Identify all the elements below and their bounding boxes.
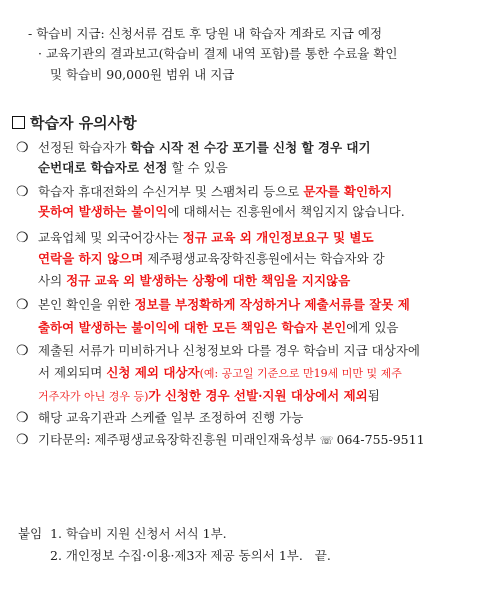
notice-item-4: 본인 확인을 위한 정보를 부정확하게 작성하거나 제출서류를 잘못 제 bbox=[38, 297, 410, 312]
telephone-icon: ☏ bbox=[319, 434, 334, 447]
contact-phone: 064-755-9511 bbox=[336, 432, 425, 447]
bullet-icon: ❍ bbox=[16, 297, 29, 313]
checkbox-square-icon bbox=[12, 116, 25, 129]
end-marker: 끝. bbox=[314, 548, 331, 563]
bullet-icon: ❍ bbox=[16, 184, 29, 200]
notice-item-3: 교육업체 및 외국어강사는 정규 교육 외 개인정보요구 및 별도 bbox=[38, 230, 374, 245]
bullet-icon: ❍ bbox=[16, 140, 29, 156]
attachment-2: 2. 개인정보 수집·이용·제3자 제공 동의서 1부. 끝. bbox=[50, 548, 331, 563]
section-heading: 학습자 유의사항 bbox=[12, 113, 137, 133]
contact-info: 기타문의: 제주평생교육장학진흥원 미래인재육성부 ☏ 064-755-9511 bbox=[38, 432, 425, 447]
notice-item-1-cont: 순번대로 학습자로 선정 할 수 있음 bbox=[38, 160, 228, 175]
notice-item-3-cont: 연락을 하지 않으며 제주평생교육장학진흥원에서는 학습자와 강 bbox=[38, 251, 385, 266]
notice-item-3-cont2: 사의 정규 교육 외 발생하는 상황에 대한 책임을 지지않음 bbox=[38, 273, 351, 288]
notice-item-1: 선정된 학습자가 학습 시작 전 수강 포기를 신청 할 경우 대기 bbox=[38, 140, 371, 155]
notice-item-6: 해당 교육기관과 스케쥴 일부 조정하여 진행 가능 bbox=[38, 410, 304, 425]
bullet-icon: ❍ bbox=[16, 432, 29, 448]
bullet-icon: ❍ bbox=[16, 410, 29, 426]
payment-note: - 학습비 지급: 신청서류 검토 후 당원 내 학습자 계좌로 지급 예정 bbox=[28, 26, 383, 41]
notice-item-2-cont: 못하여 발생하는 불이익에 대해서는 진흥원에서 책임지지 않습니다. bbox=[38, 204, 405, 219]
bullet-icon: ❍ bbox=[16, 343, 29, 359]
notice-item-5-cont: 서 제외되며 신청 제외 대상자(예: 공고일 기준으로 만19세 미만 및 제주 bbox=[38, 365, 402, 380]
completion-note: · 교육기관의 결과보고(학습비 결제 내역 포함)를 통한 수료율 확인 bbox=[38, 46, 398, 61]
notice-item-2: 학습자 휴대전화의 수신거부 및 스팸처리 등으로 문자를 확인하지 bbox=[38, 184, 393, 199]
attachment-1: 붙임 1. 학습비 지원 신청서 서식 1부. bbox=[18, 526, 227, 541]
completion-note-cont: 및 학습비 90,000원 범위 내 지급 bbox=[50, 67, 235, 82]
notice-item-5: 제출된 서류가 미비하거나 신청정보와 다를 경우 학습비 지급 대상자에 bbox=[38, 343, 420, 358]
notice-item-4-cont: 출하여 발생하는 불이익에 대한 모든 책임은 학습자 본인에게 있음 bbox=[38, 320, 399, 335]
notice-item-5-cont2: 거주자가 아닌 경우 등)가 신청한 경우 선발·지원 대상에서 제외됨 bbox=[38, 388, 380, 403]
bullet-icon: ❍ bbox=[16, 230, 29, 246]
